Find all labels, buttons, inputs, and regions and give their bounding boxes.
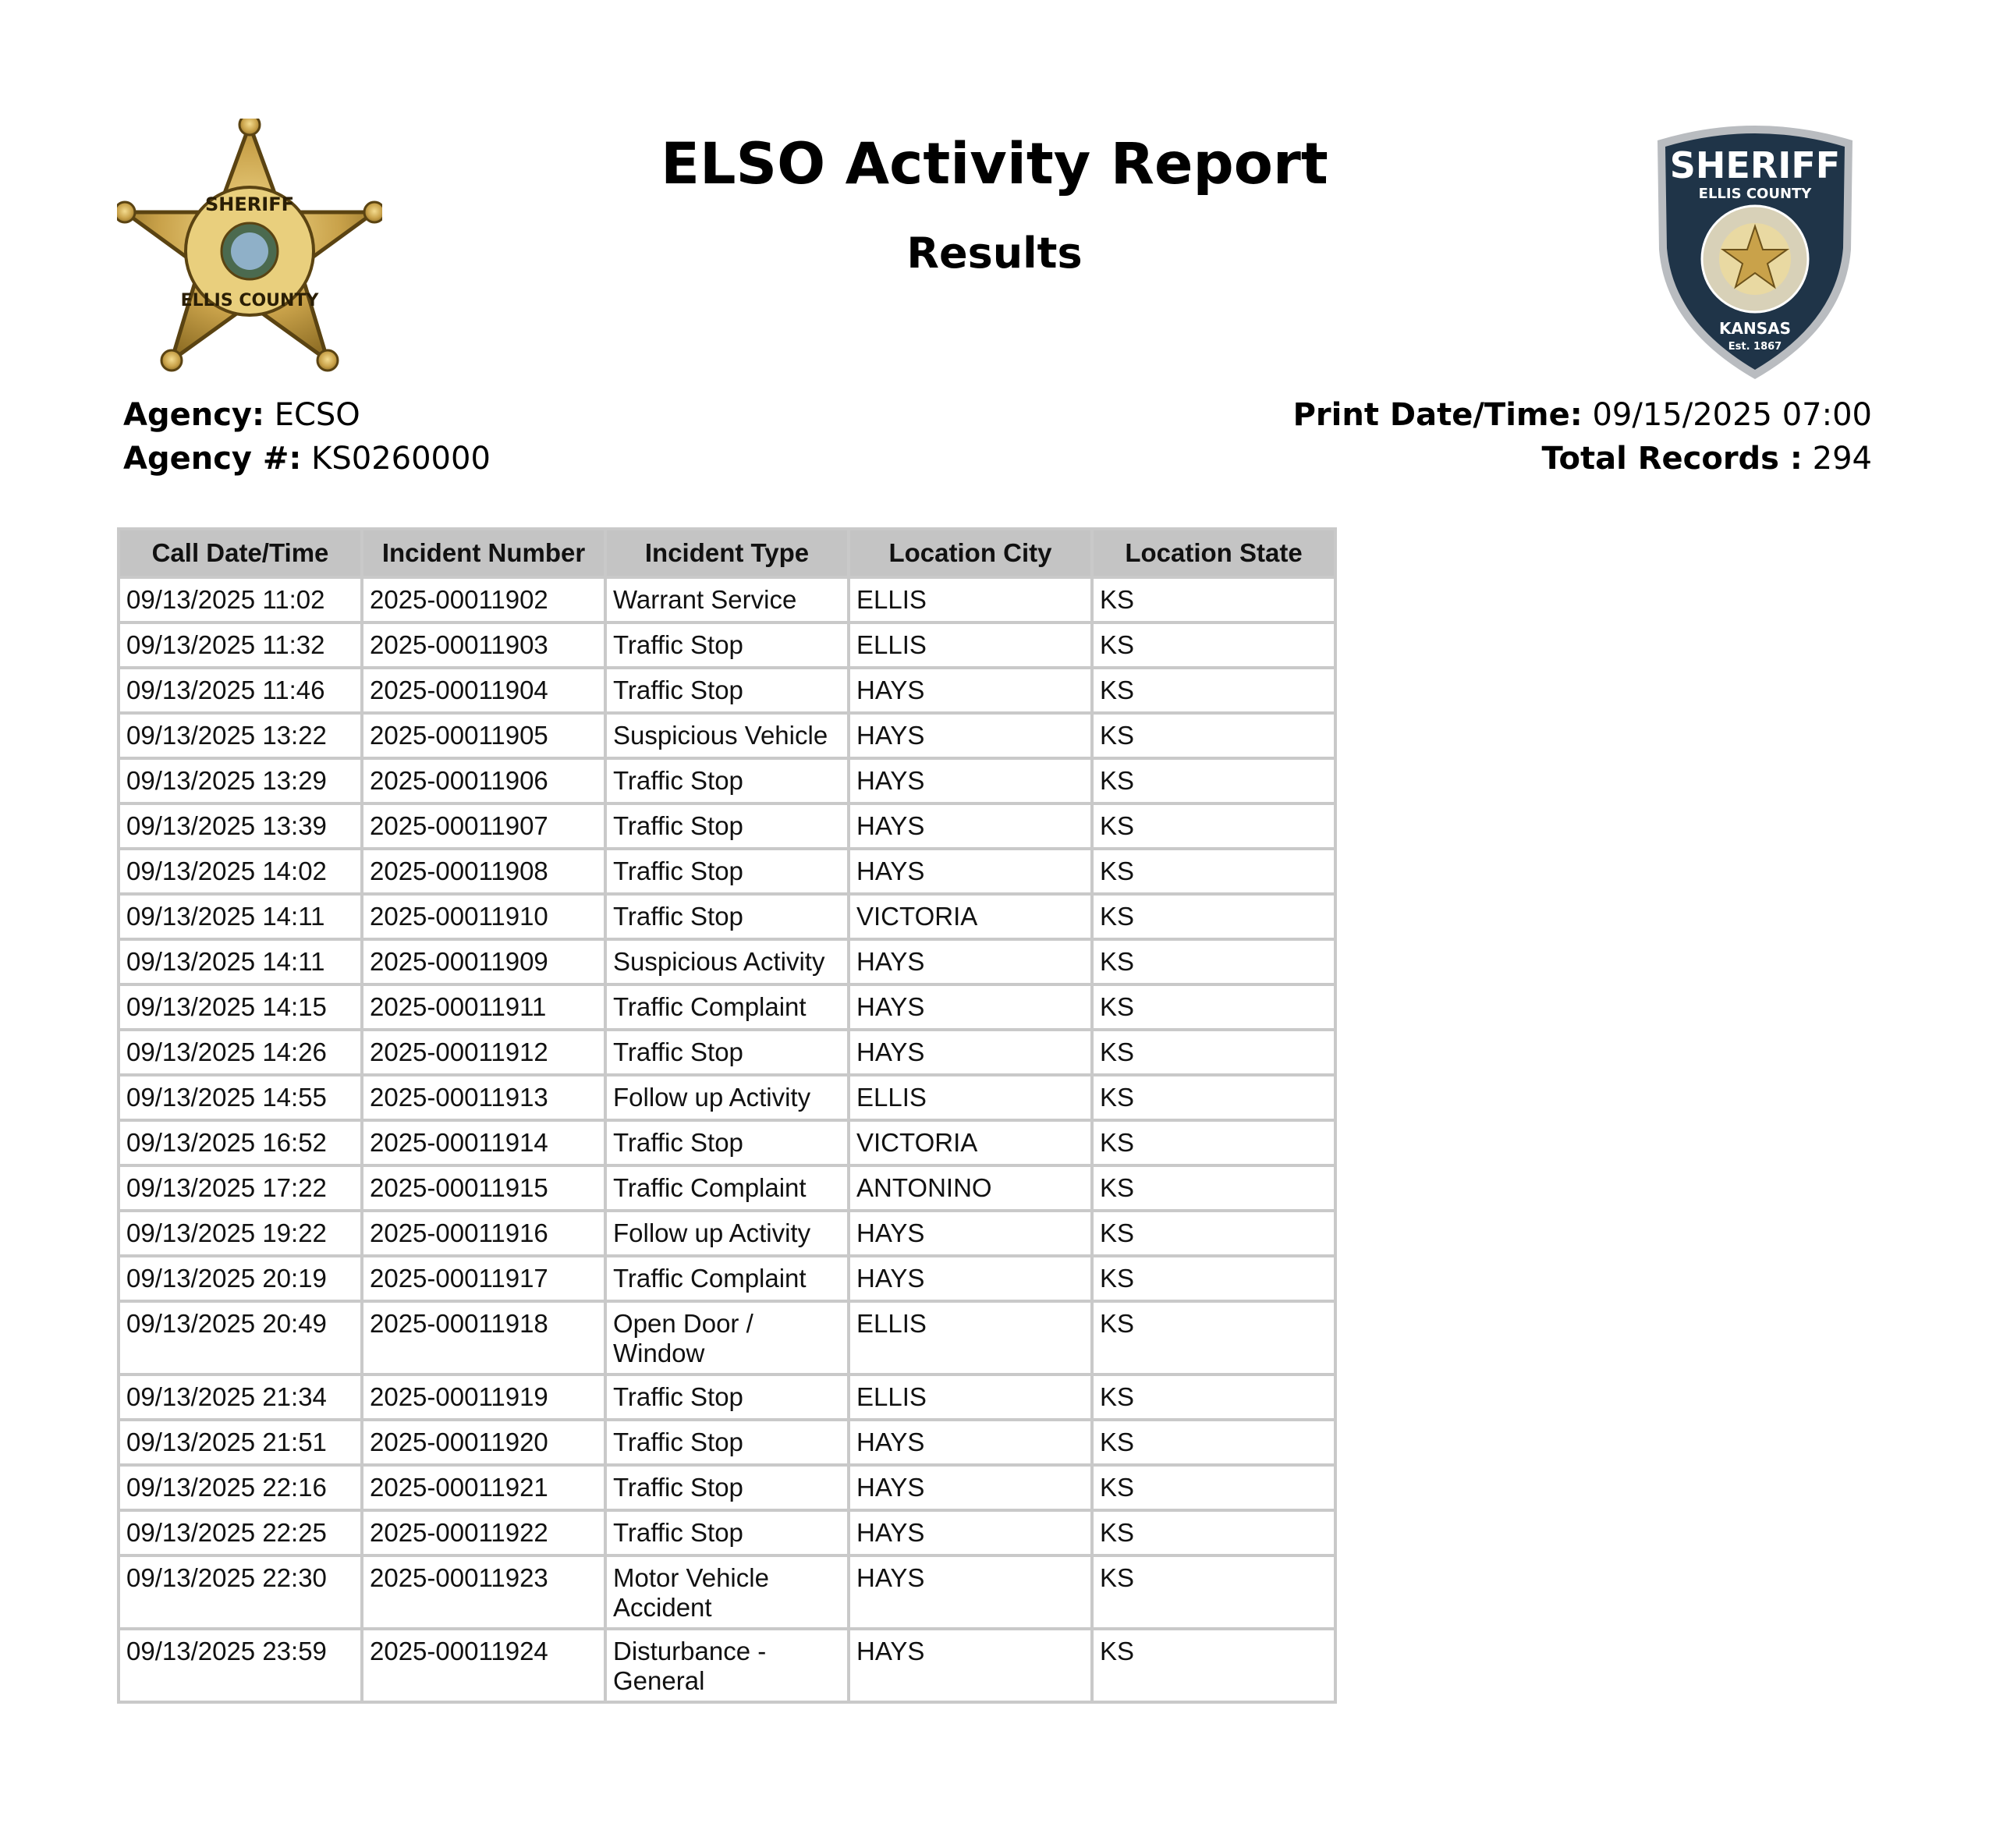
cell-location-city: HAYS [850, 850, 1090, 892]
cell-call-datetime: 09/13/2025 21:51 [120, 1421, 360, 1463]
cell-call-datetime: 09/13/2025 11:46 [120, 669, 360, 711]
cell-incident-number: 2025-00011909 [363, 941, 604, 983]
cell-location-state: KS [1094, 579, 1334, 621]
cell-location-state: KS [1094, 1212, 1334, 1254]
cell-incident-type: Traffic Stop [607, 760, 847, 802]
cell-location-city: HAYS [850, 941, 1090, 983]
cell-incident-type: Traffic Stop [607, 1467, 847, 1509]
cell-location-state: KS [1094, 1077, 1334, 1119]
report-subtitle: Results [906, 229, 1083, 278]
table-row [120, 896, 1334, 938]
cell-location-state: KS [1094, 1557, 1334, 1627]
cell-location-state: KS [1094, 805, 1334, 847]
agency-number-label: Agency #: [123, 441, 302, 477]
print-date-value: 09/15/2025 07:00 [1592, 397, 1872, 433]
agency-label: Agency: [123, 397, 264, 433]
cell-location-state: KS [1094, 986, 1334, 1028]
cell-call-datetime: 09/13/2025 22:30 [120, 1557, 360, 1627]
cell-location-city: HAYS [850, 1512, 1090, 1554]
cell-incident-type: Traffic Complaint [607, 1167, 847, 1209]
cell-call-datetime: 09/13/2025 13:29 [120, 760, 360, 802]
cell-incident-number: 2025-00011916 [363, 1212, 604, 1254]
cell-location-city: HAYS [850, 1630, 1090, 1701]
table-header-row [120, 530, 1334, 576]
cell-location-state: KS [1094, 1512, 1334, 1554]
cell-incident-type: Suspicious Vehicle [607, 715, 847, 757]
cell-call-datetime: 09/13/2025 17:22 [120, 1167, 360, 1209]
cell-location-city: ELLIS [850, 1077, 1090, 1119]
table-row [120, 1303, 1334, 1373]
cell-call-datetime: 09/13/2025 14:11 [120, 896, 360, 938]
cell-location-state: KS [1094, 624, 1334, 666]
column-header-incident-number: Incident Number [363, 530, 604, 576]
agency-number-value: KS0260000 [311, 441, 491, 477]
table-row [120, 1557, 1334, 1627]
cell-call-datetime: 09/13/2025 23:59 [120, 1630, 360, 1701]
cell-location-city: ELLIS [850, 1303, 1090, 1373]
cell-incident-number: 2025-00011924 [363, 1630, 604, 1701]
cell-incident-number: 2025-00011912 [363, 1031, 604, 1073]
table-row [120, 986, 1334, 1028]
total-records-value: 294 [1812, 441, 1872, 477]
cell-incident-type: Traffic Complaint [607, 1257, 847, 1300]
cell-incident-type: Traffic Stop [607, 896, 847, 938]
column-header-location-state: Location State [1094, 530, 1334, 576]
cell-location-state: KS [1094, 1257, 1334, 1300]
cell-incident-number: 2025-00011904 [363, 669, 604, 711]
shield-sheriff-text: SHERIFF [1669, 144, 1841, 186]
cell-incident-number: 2025-00011906 [363, 760, 604, 802]
cell-call-datetime: 09/13/2025 21:34 [120, 1376, 360, 1418]
cell-call-datetime: 09/13/2025 20:19 [120, 1257, 360, 1300]
cell-incident-number: 2025-00011911 [363, 986, 604, 1028]
cell-call-datetime: 09/13/2025 11:02 [120, 579, 360, 621]
agency-line [123, 393, 491, 437]
cell-location-city: HAYS [850, 1467, 1090, 1509]
table-row [120, 1122, 1334, 1164]
cell-call-datetime: 09/13/2025 14:26 [120, 1031, 360, 1073]
table-row [120, 1031, 1334, 1073]
cell-location-state: KS [1094, 1031, 1334, 1073]
cell-incident-number: 2025-00011923 [363, 1557, 604, 1627]
cell-incident-type: Traffic Stop [607, 1122, 847, 1164]
cell-incident-number: 2025-00011908 [363, 850, 604, 892]
cell-incident-type: Traffic Stop [607, 1031, 847, 1073]
cell-call-datetime: 09/13/2025 14:02 [120, 850, 360, 892]
agency-info [123, 393, 491, 481]
cell-call-datetime: 09/13/2025 11:32 [120, 624, 360, 666]
cell-location-city: HAYS [850, 669, 1090, 711]
table-row [120, 1512, 1334, 1554]
column-header-incident-type: Incident Type [607, 530, 847, 576]
cell-call-datetime: 09/13/2025 16:52 [120, 1122, 360, 1164]
cell-location-state: KS [1094, 1167, 1334, 1209]
cell-call-datetime: 09/13/2025 14:15 [120, 986, 360, 1028]
cell-incident-type: Warrant Service [607, 579, 847, 621]
cell-incident-type: Disturbance - General [607, 1630, 847, 1701]
cell-incident-type: Traffic Stop [607, 805, 847, 847]
incident-records-table [117, 527, 1337, 1704]
shield-county-text: ELLIS COUNTY [1698, 186, 1812, 202]
cell-incident-type: Traffic Stop [607, 1421, 847, 1463]
cell-location-city: ELLIS [850, 579, 1090, 621]
cell-call-datetime: 09/13/2025 20:49 [120, 1303, 360, 1373]
cell-location-city: HAYS [850, 1557, 1090, 1627]
print-date-label: Print Date/Time: [1292, 397, 1583, 433]
cell-location-city: HAYS [850, 715, 1090, 757]
cell-location-city: HAYS [850, 1031, 1090, 1073]
cell-location-state: KS [1094, 941, 1334, 983]
cell-call-datetime: 09/13/2025 13:22 [120, 715, 360, 757]
cell-call-datetime: 09/13/2025 13:39 [120, 805, 360, 847]
table-row [120, 1376, 1334, 1418]
table-row [120, 1212, 1334, 1254]
print-info [1293, 393, 1872, 481]
table-row [120, 1467, 1334, 1509]
cell-location-state: KS [1094, 1630, 1334, 1701]
star-badge-sheriff-text: SHERIFF [205, 193, 294, 215]
cell-location-state: KS [1094, 896, 1334, 938]
star-badge-county-text: ELLIS COUNTY [180, 291, 319, 310]
cell-location-state: KS [1094, 715, 1334, 757]
cell-location-city: HAYS [850, 760, 1090, 802]
cell-location-state: KS [1094, 1303, 1334, 1373]
cell-incident-type: Suspicious Activity [607, 941, 847, 983]
cell-location-city: HAYS [850, 1212, 1090, 1254]
table-row [120, 941, 1334, 983]
cell-location-state: KS [1094, 1421, 1334, 1463]
total-records-label: Total Records : [1541, 441, 1803, 477]
total-records-line [1293, 437, 1872, 481]
cell-incident-type: Motor Vehicle Accident [607, 1557, 847, 1627]
column-header-call-datetime: Call Date/Time [120, 530, 360, 576]
cell-incident-type: Follow up Activity [607, 1212, 847, 1254]
column-header-location-city: Location City [850, 530, 1090, 576]
cell-incident-number: 2025-00011905 [363, 715, 604, 757]
cell-location-city: ELLIS [850, 1376, 1090, 1418]
cell-incident-type: Traffic Stop [607, 1512, 847, 1554]
cell-location-state: KS [1094, 1376, 1334, 1418]
table-row [120, 1630, 1334, 1701]
cell-call-datetime: 09/13/2025 14:11 [120, 941, 360, 983]
cell-incident-type: Traffic Stop [607, 624, 847, 666]
table-row [120, 624, 1334, 666]
cell-incident-number: 2025-00011903 [363, 624, 604, 666]
cell-incident-number: 2025-00011907 [363, 805, 604, 847]
cell-incident-number: 2025-00011922 [363, 1512, 604, 1554]
shield-kansas-text: KANSAS [1718, 319, 1792, 338]
cell-location-city: HAYS [850, 805, 1090, 847]
cell-location-city: HAYS [850, 1257, 1090, 1300]
cell-incident-type: Follow up Activity [607, 1077, 847, 1119]
cell-location-state: KS [1094, 760, 1334, 802]
cell-location-state: KS [1094, 1122, 1334, 1164]
cell-incident-type: Traffic Stop [607, 669, 847, 711]
table-row [120, 1257, 1334, 1300]
cell-incident-type: Open Door / Window [607, 1303, 847, 1373]
cell-location-city: HAYS [850, 986, 1090, 1028]
cell-incident-number: 2025-00011920 [363, 1421, 604, 1463]
cell-call-datetime: 09/13/2025 22:25 [120, 1512, 360, 1554]
agency-value: ECSO [274, 397, 360, 433]
table-row [120, 1167, 1334, 1209]
report-title: ELSO Activity Report [661, 131, 1328, 197]
cell-incident-number: 2025-00011919 [363, 1376, 604, 1418]
cell-location-city: VICTORIA [850, 896, 1090, 938]
table-row [120, 760, 1334, 802]
cell-call-datetime: 09/13/2025 19:22 [120, 1212, 360, 1254]
cell-incident-type: Traffic Stop [607, 1376, 847, 1418]
cell-incident-number: 2025-00011921 [363, 1467, 604, 1509]
cell-incident-number: 2025-00011915 [363, 1167, 604, 1209]
cell-call-datetime: 09/13/2025 14:55 [120, 1077, 360, 1119]
table-row [120, 850, 1334, 892]
cell-incident-type: Traffic Stop [607, 850, 847, 892]
cell-location-city: ELLIS [850, 624, 1090, 666]
shield-est-text: Est. 1867 [1728, 341, 1782, 353]
cell-incident-number: 2025-00011910 [363, 896, 604, 938]
cell-incident-type: Traffic Complaint [607, 986, 847, 1028]
cell-location-state: KS [1094, 850, 1334, 892]
table-row [120, 715, 1334, 757]
cell-call-datetime: 09/13/2025 22:16 [120, 1467, 360, 1509]
cell-incident-number: 2025-00011902 [363, 579, 604, 621]
table-row [120, 669, 1334, 711]
cell-incident-number: 2025-00011918 [363, 1303, 604, 1373]
cell-location-city: ANTONINO [850, 1167, 1090, 1209]
cell-incident-number: 2025-00011914 [363, 1122, 604, 1164]
table-row [120, 1421, 1334, 1463]
table-row [120, 1077, 1334, 1119]
cell-location-city: HAYS [850, 1421, 1090, 1463]
cell-incident-number: 2025-00011917 [363, 1257, 604, 1300]
agency-number-line [123, 437, 491, 481]
cell-location-state: KS [1094, 669, 1334, 711]
cell-location-city: VICTORIA [850, 1122, 1090, 1164]
table-row [120, 805, 1334, 847]
cell-location-state: KS [1094, 1467, 1334, 1509]
table-row [120, 579, 1334, 621]
cell-incident-number: 2025-00011913 [363, 1077, 604, 1119]
print-date-line [1293, 393, 1872, 437]
table-body [120, 579, 1334, 1701]
